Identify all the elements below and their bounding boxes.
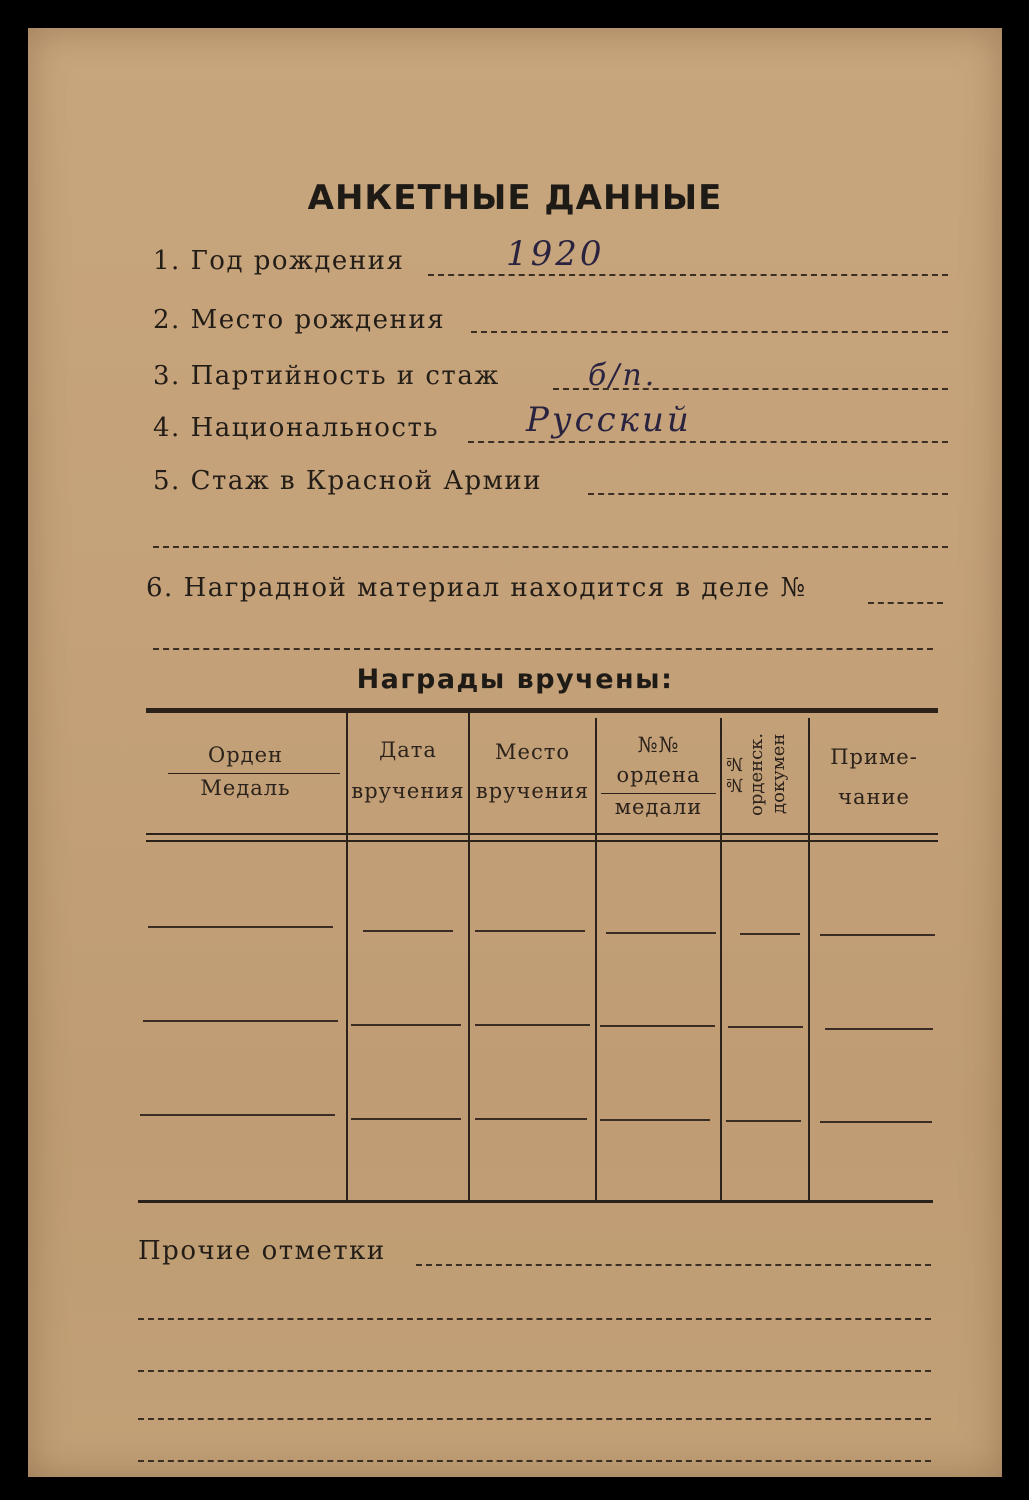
questionnaire-form (28, 28, 1002, 1477)
header-date-1: Дата (379, 738, 437, 762)
row-stroke (475, 930, 585, 932)
row-stroke (475, 1024, 590, 1026)
other-marks-line-3 (138, 1370, 931, 1372)
row-stroke (820, 934, 935, 936)
field-birthplace-line (471, 331, 948, 333)
row-stroke (143, 1020, 338, 1022)
other-marks-line-5 (138, 1460, 931, 1462)
field-birthplace-label: 2. Место рождения (153, 305, 446, 335)
header-place-1: Место (495, 740, 570, 764)
field-army-service-label: 5. Стаж в Красной Армии (153, 466, 543, 496)
field-army-service-line-2 (153, 546, 948, 548)
field-award-case-line-2 (153, 648, 933, 650)
field-party-value: б/п. (588, 358, 658, 393)
table-header-rule-2 (146, 840, 938, 842)
row-stroke (740, 933, 800, 935)
row-stroke (600, 1119, 710, 1121)
row-stroke (351, 1024, 461, 1026)
form-title: АНКЕТНЫЕ ДАННЫЕ (307, 178, 723, 218)
header-date-2: вручения (351, 779, 465, 803)
header-document-number: №№ орденск. докумен (724, 732, 789, 816)
field-nationality-value: Русский (526, 400, 692, 440)
table-bottom-rule (138, 1200, 933, 1203)
other-marks-line-1 (416, 1264, 931, 1266)
header-place-2: вручения (475, 779, 590, 803)
field-birth-year-line (428, 274, 948, 276)
row-stroke (140, 1114, 335, 1116)
table-header-rule-1 (146, 833, 938, 835)
row-stroke (148, 926, 333, 928)
header-number-1: №№ (637, 733, 680, 757)
row-stroke (600, 1025, 715, 1027)
field-nationality-line (468, 441, 948, 443)
header-number-3: медали (614, 795, 703, 819)
row-stroke (363, 930, 453, 932)
row-stroke (351, 1118, 461, 1120)
awards-title: Награды вручены: (356, 664, 674, 695)
row-stroke (475, 1118, 587, 1120)
other-marks-line-4 (138, 1418, 931, 1420)
header-note-2: чание (838, 785, 910, 809)
header-order: Орден (207, 743, 283, 767)
row-stroke (728, 1026, 803, 1028)
field-party-label: 3. Партийность и стаж (153, 361, 500, 391)
row-stroke (825, 1028, 933, 1030)
table-col-divider-4 (720, 718, 722, 1200)
header-note-1: Приме- (830, 745, 918, 769)
field-award-case-label: 6. Наградной материал находится в деле № (146, 573, 807, 603)
table-top-rule (146, 708, 938, 713)
row-stroke (606, 932, 716, 934)
field-award-case-line (868, 602, 943, 604)
row-stroke (726, 1120, 801, 1122)
other-marks-label: Прочие отметки (138, 1236, 386, 1266)
header-number-2: ордена (616, 763, 701, 787)
field-army-service-line (588, 493, 948, 495)
field-birth-year-label: 1. Год рождения (153, 246, 405, 276)
field-nationality-label: 4. Национальность (153, 413, 440, 443)
row-stroke (820, 1121, 932, 1123)
header-medal: Медаль (200, 776, 291, 800)
other-marks-line-2 (138, 1318, 931, 1320)
field-birth-year-value: 1920 (506, 234, 605, 274)
